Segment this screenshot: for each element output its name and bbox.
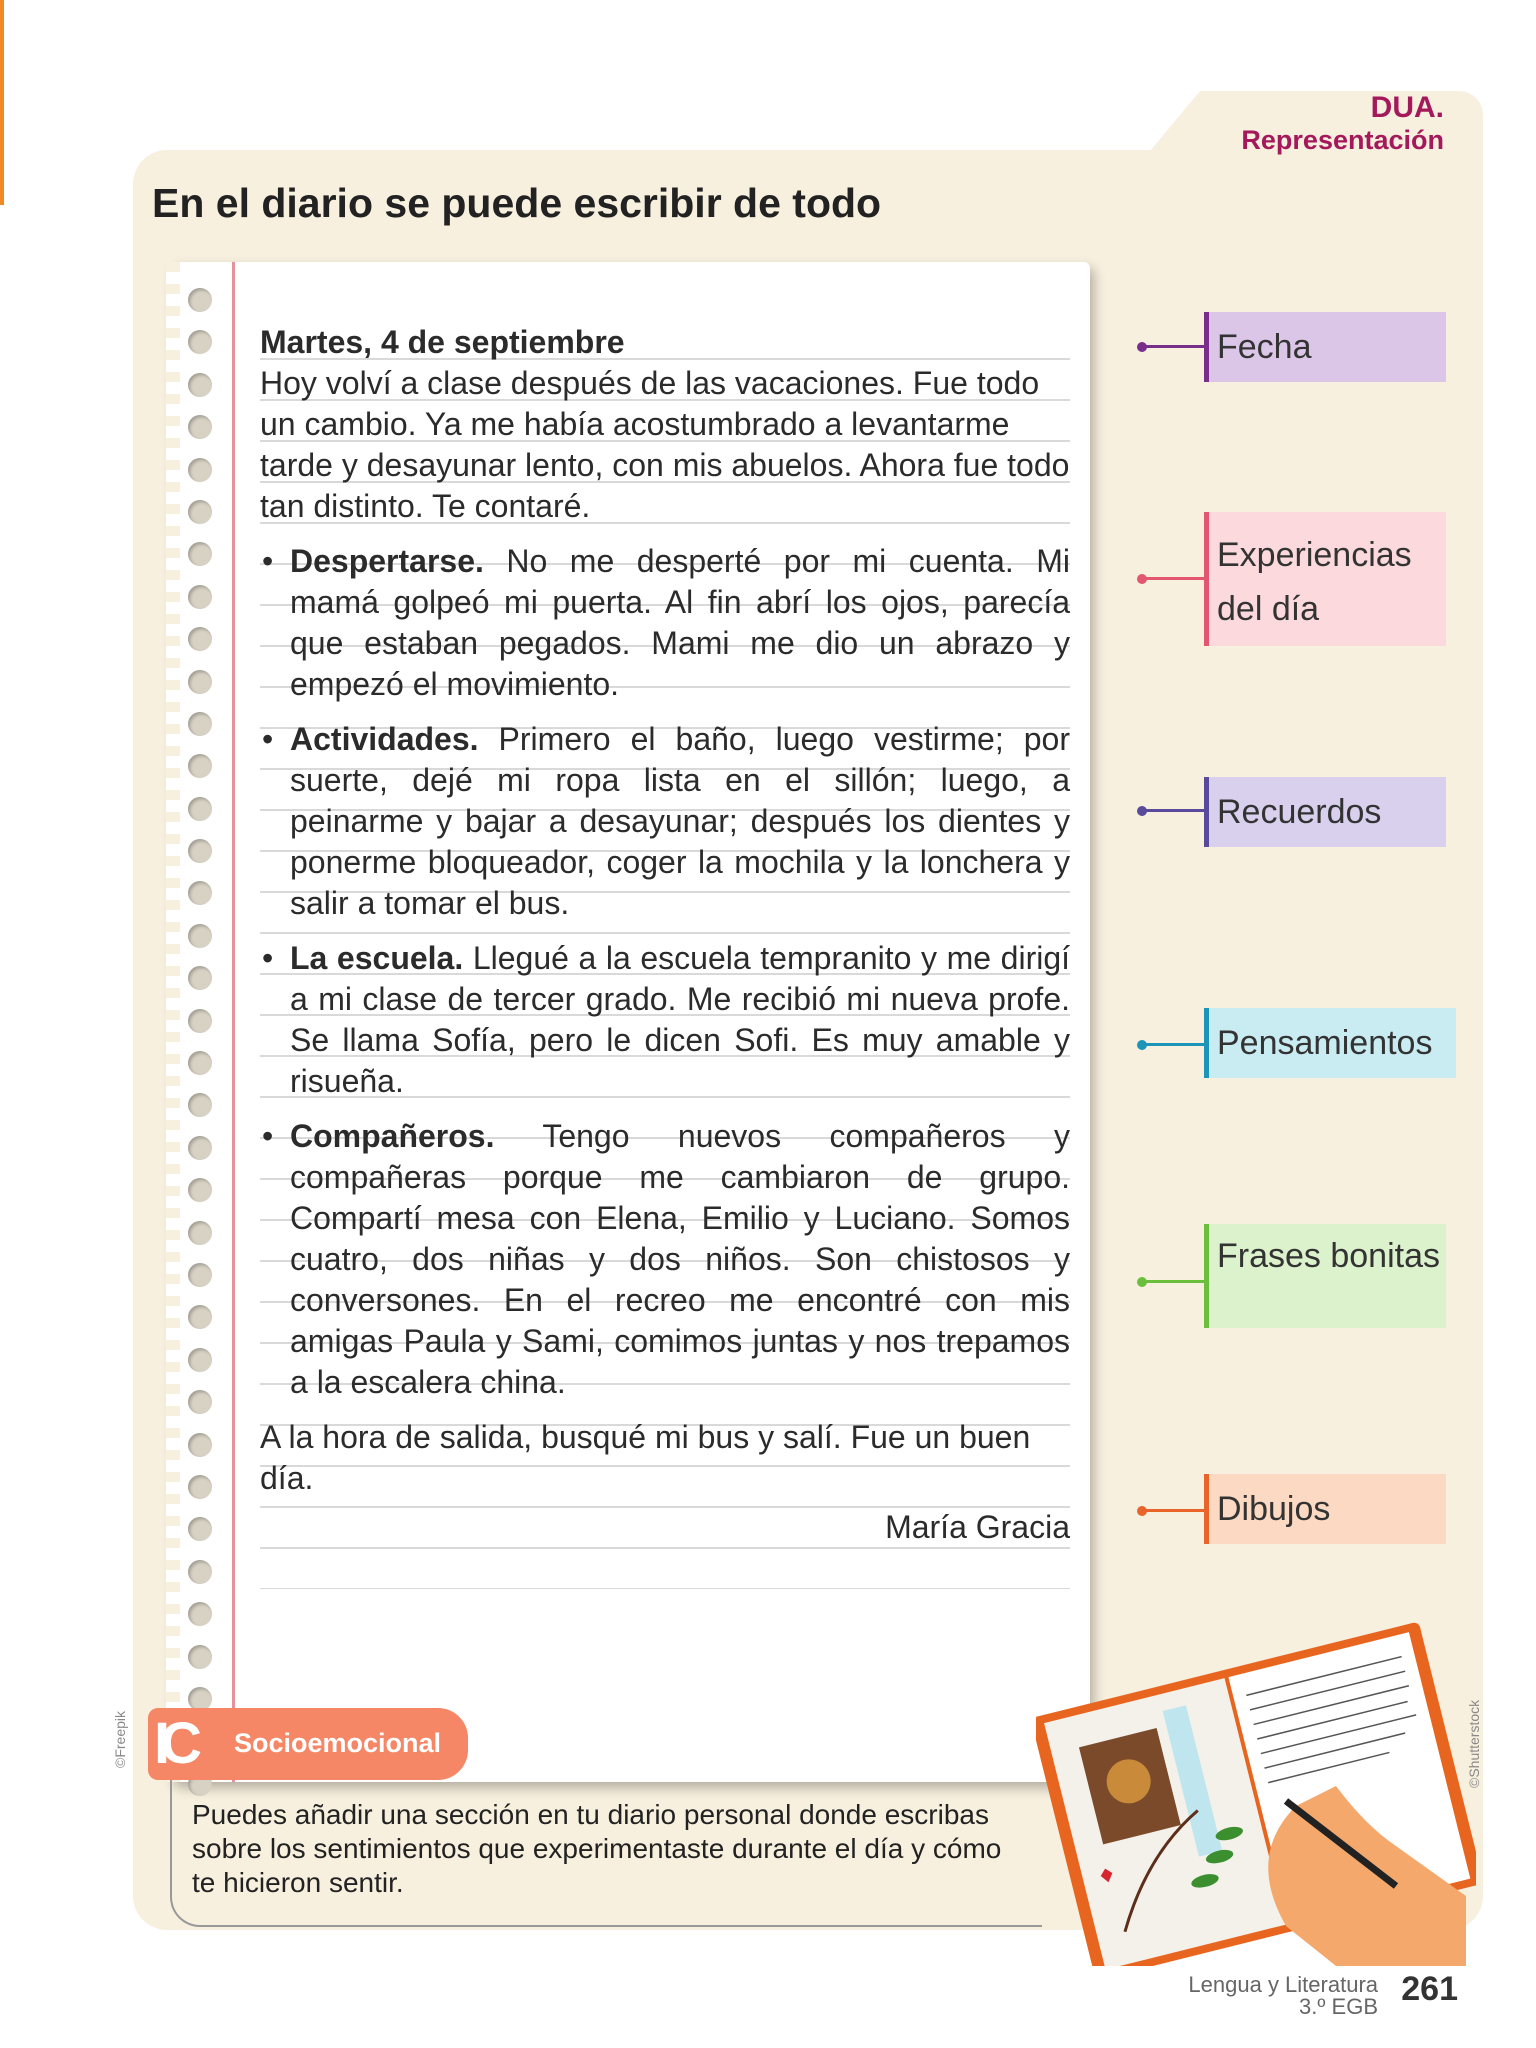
- spiral-hole: [188, 754, 212, 778]
- label-connector: [1143, 345, 1205, 348]
- spiral-hole: [188, 1433, 212, 1457]
- list-item: [260, 1116, 1070, 1403]
- blank-line: [260, 1548, 1070, 1589]
- spiral-hole: [188, 1178, 212, 1202]
- label-text: Dibujos: [1217, 1490, 1331, 1528]
- diary-paper: [170, 262, 1090, 1782]
- footer-subject-name: Lengua y Literatura: [1188, 1972, 1378, 1997]
- dua-heading: [1241, 92, 1444, 156]
- label-text: Experiencias del día: [1217, 536, 1412, 628]
- spiral-hole: [188, 1136, 212, 1160]
- item-heading: Compañeros.: [290, 1118, 495, 1154]
- spiral-hole: [188, 881, 212, 905]
- dua-subtitle: Representación: [1241, 125, 1444, 155]
- socioemocional-text: Puedes añadir una sección en tu diario personal donde escribas sobre los sentimientos que experimentaste durante el día y cómo te hicieron sentir.: [192, 1799, 1002, 1898]
- label-connector: [1143, 1509, 1205, 1512]
- spiral-hole: [188, 458, 212, 482]
- label-text: Frases bonitas: [1217, 1237, 1440, 1275]
- item-body: Primero el baño, luego vestirme; por suerte, dejé mi ropa lista en el sillón; luego, a peinarme y bajar a desayunar; después los dientes y ponerme bloqueador, coger la mochila y la lonchera y salir a tomar el bus.: [290, 721, 1071, 921]
- spiral-hole: [188, 797, 212, 821]
- diary-items: [260, 541, 1070, 1403]
- credit-left: ©Freepik: [112, 1711, 128, 1768]
- label-connector: [1143, 809, 1205, 812]
- socioemocional-icon: IC: [154, 1711, 192, 1776]
- label-fecha: [1204, 312, 1446, 382]
- diary-text: [260, 320, 1070, 1589]
- credit-right: ©Shutterstock: [1466, 1699, 1482, 1788]
- spiral-hole: [188, 330, 212, 354]
- label-connector: [1143, 577, 1205, 580]
- list-item: [260, 541, 1070, 705]
- page-title: En el diario se puede escribir de todo: [152, 180, 882, 226]
- spiral-hole: [188, 924, 212, 948]
- dua-title: DUA.: [1370, 91, 1444, 124]
- label-text: Recuerdos: [1217, 793, 1382, 831]
- list-item: [260, 719, 1070, 924]
- spiral-hole: [188, 288, 212, 312]
- item-body: No me desperté por mi cuenta. Mi mamá golpeó mi puerta. Al fin abrí los ojos, parecía que estaban pegados. Mami me dio un abrazo y empezó el movimiento.: [290, 543, 1071, 702]
- footer-subject: [1188, 1974, 1378, 2018]
- spiral-hole: [188, 670, 212, 694]
- spiral-hole: [188, 839, 212, 863]
- spiral-hole: [188, 1221, 212, 1245]
- item-body: Llegué a la escuela tempranito y me dirigí a mi clase de tercer grado. Me recibió mi nueva profe. Se llama Sofía, pero le dicen Sofi. Es muy amable y risueña.: [290, 940, 1071, 1099]
- page-edge-marker: [0, 0, 4, 205]
- list-item: [260, 938, 1070, 1102]
- diary-intro: Hoy volví a clase después de las vacaciones. Fue todo un cambio. Ya me había acostumbrado a levantarme tarde y desayunar lento, con mis abuelos. Ahora fue todo tan distinto. Te contaré.: [260, 365, 1070, 524]
- spiral-hole: [188, 1475, 212, 1499]
- margin-line: [232, 262, 235, 1782]
- label-dibujos: [1204, 1474, 1446, 1544]
- spiral-hole: [188, 1263, 212, 1287]
- spiral-hole: [188, 1560, 212, 1584]
- spiral-hole: [188, 1305, 212, 1329]
- spiral-hole: [188, 500, 212, 524]
- item-heading: Actividades.: [290, 721, 479, 757]
- socioemocional-label: Socioemocional: [234, 1728, 442, 1758]
- spiral-hole: [188, 373, 212, 397]
- footer-grade: 3.º EGB: [1299, 1994, 1378, 2019]
- open-diary-illustration: [1036, 1596, 1476, 1966]
- spiral-hole: [188, 1517, 212, 1541]
- label-text: Pensamientos: [1217, 1024, 1433, 1062]
- spiral-hole: [188, 1645, 212, 1669]
- label-frases: [1204, 1224, 1446, 1328]
- item-heading: La escuela.: [290, 940, 464, 976]
- label-connector: [1143, 1280, 1205, 1283]
- label-text: Fecha: [1217, 328, 1312, 366]
- spiral-hole: [188, 415, 212, 439]
- spiral-holes: [178, 288, 218, 1814]
- spiral-hole: [188, 585, 212, 609]
- spiral-hole: [188, 1051, 212, 1075]
- label-pensamientos: [1204, 1008, 1456, 1078]
- spiral-hole: [188, 1602, 212, 1626]
- spiral-hole: [188, 542, 212, 566]
- label-connector: [1143, 1043, 1205, 1046]
- item-body: Tengo nuevos compañeros y compañeras porque me cambiaron de grupo. Compartí mesa con Elena, Emilio y Luciano. Somos cuatro, dos niñas y dos niños. Son chistosos y conversones. En el recreo me encontré con mis amigas Paula y Sami, comimos juntas y nos trepamos a la escalera china.: [290, 1118, 1070, 1400]
- page-number: 261: [1401, 1970, 1458, 2008]
- spiral-hole: [188, 966, 212, 990]
- diary-closing: A la hora de salida, busqué mi bus y salí. Fue un buen día.: [260, 1419, 1031, 1496]
- label-experiencias: [1204, 512, 1446, 646]
- diary-signature: María Gracia: [885, 1509, 1070, 1545]
- socioemocional-tag: [148, 1708, 468, 1780]
- spiral-hole: [188, 1390, 212, 1414]
- spiral-hole: [188, 627, 212, 651]
- spiral-hole: [188, 1348, 212, 1372]
- diary-date: Martes, 4 de septiembre: [260, 324, 625, 360]
- spiral-hole: [188, 712, 212, 736]
- item-heading: Despertarse.: [290, 543, 484, 579]
- spiral-hole: [188, 1009, 212, 1033]
- spiral-hole: [188, 1093, 212, 1117]
- label-recuerdos: [1204, 777, 1446, 847]
